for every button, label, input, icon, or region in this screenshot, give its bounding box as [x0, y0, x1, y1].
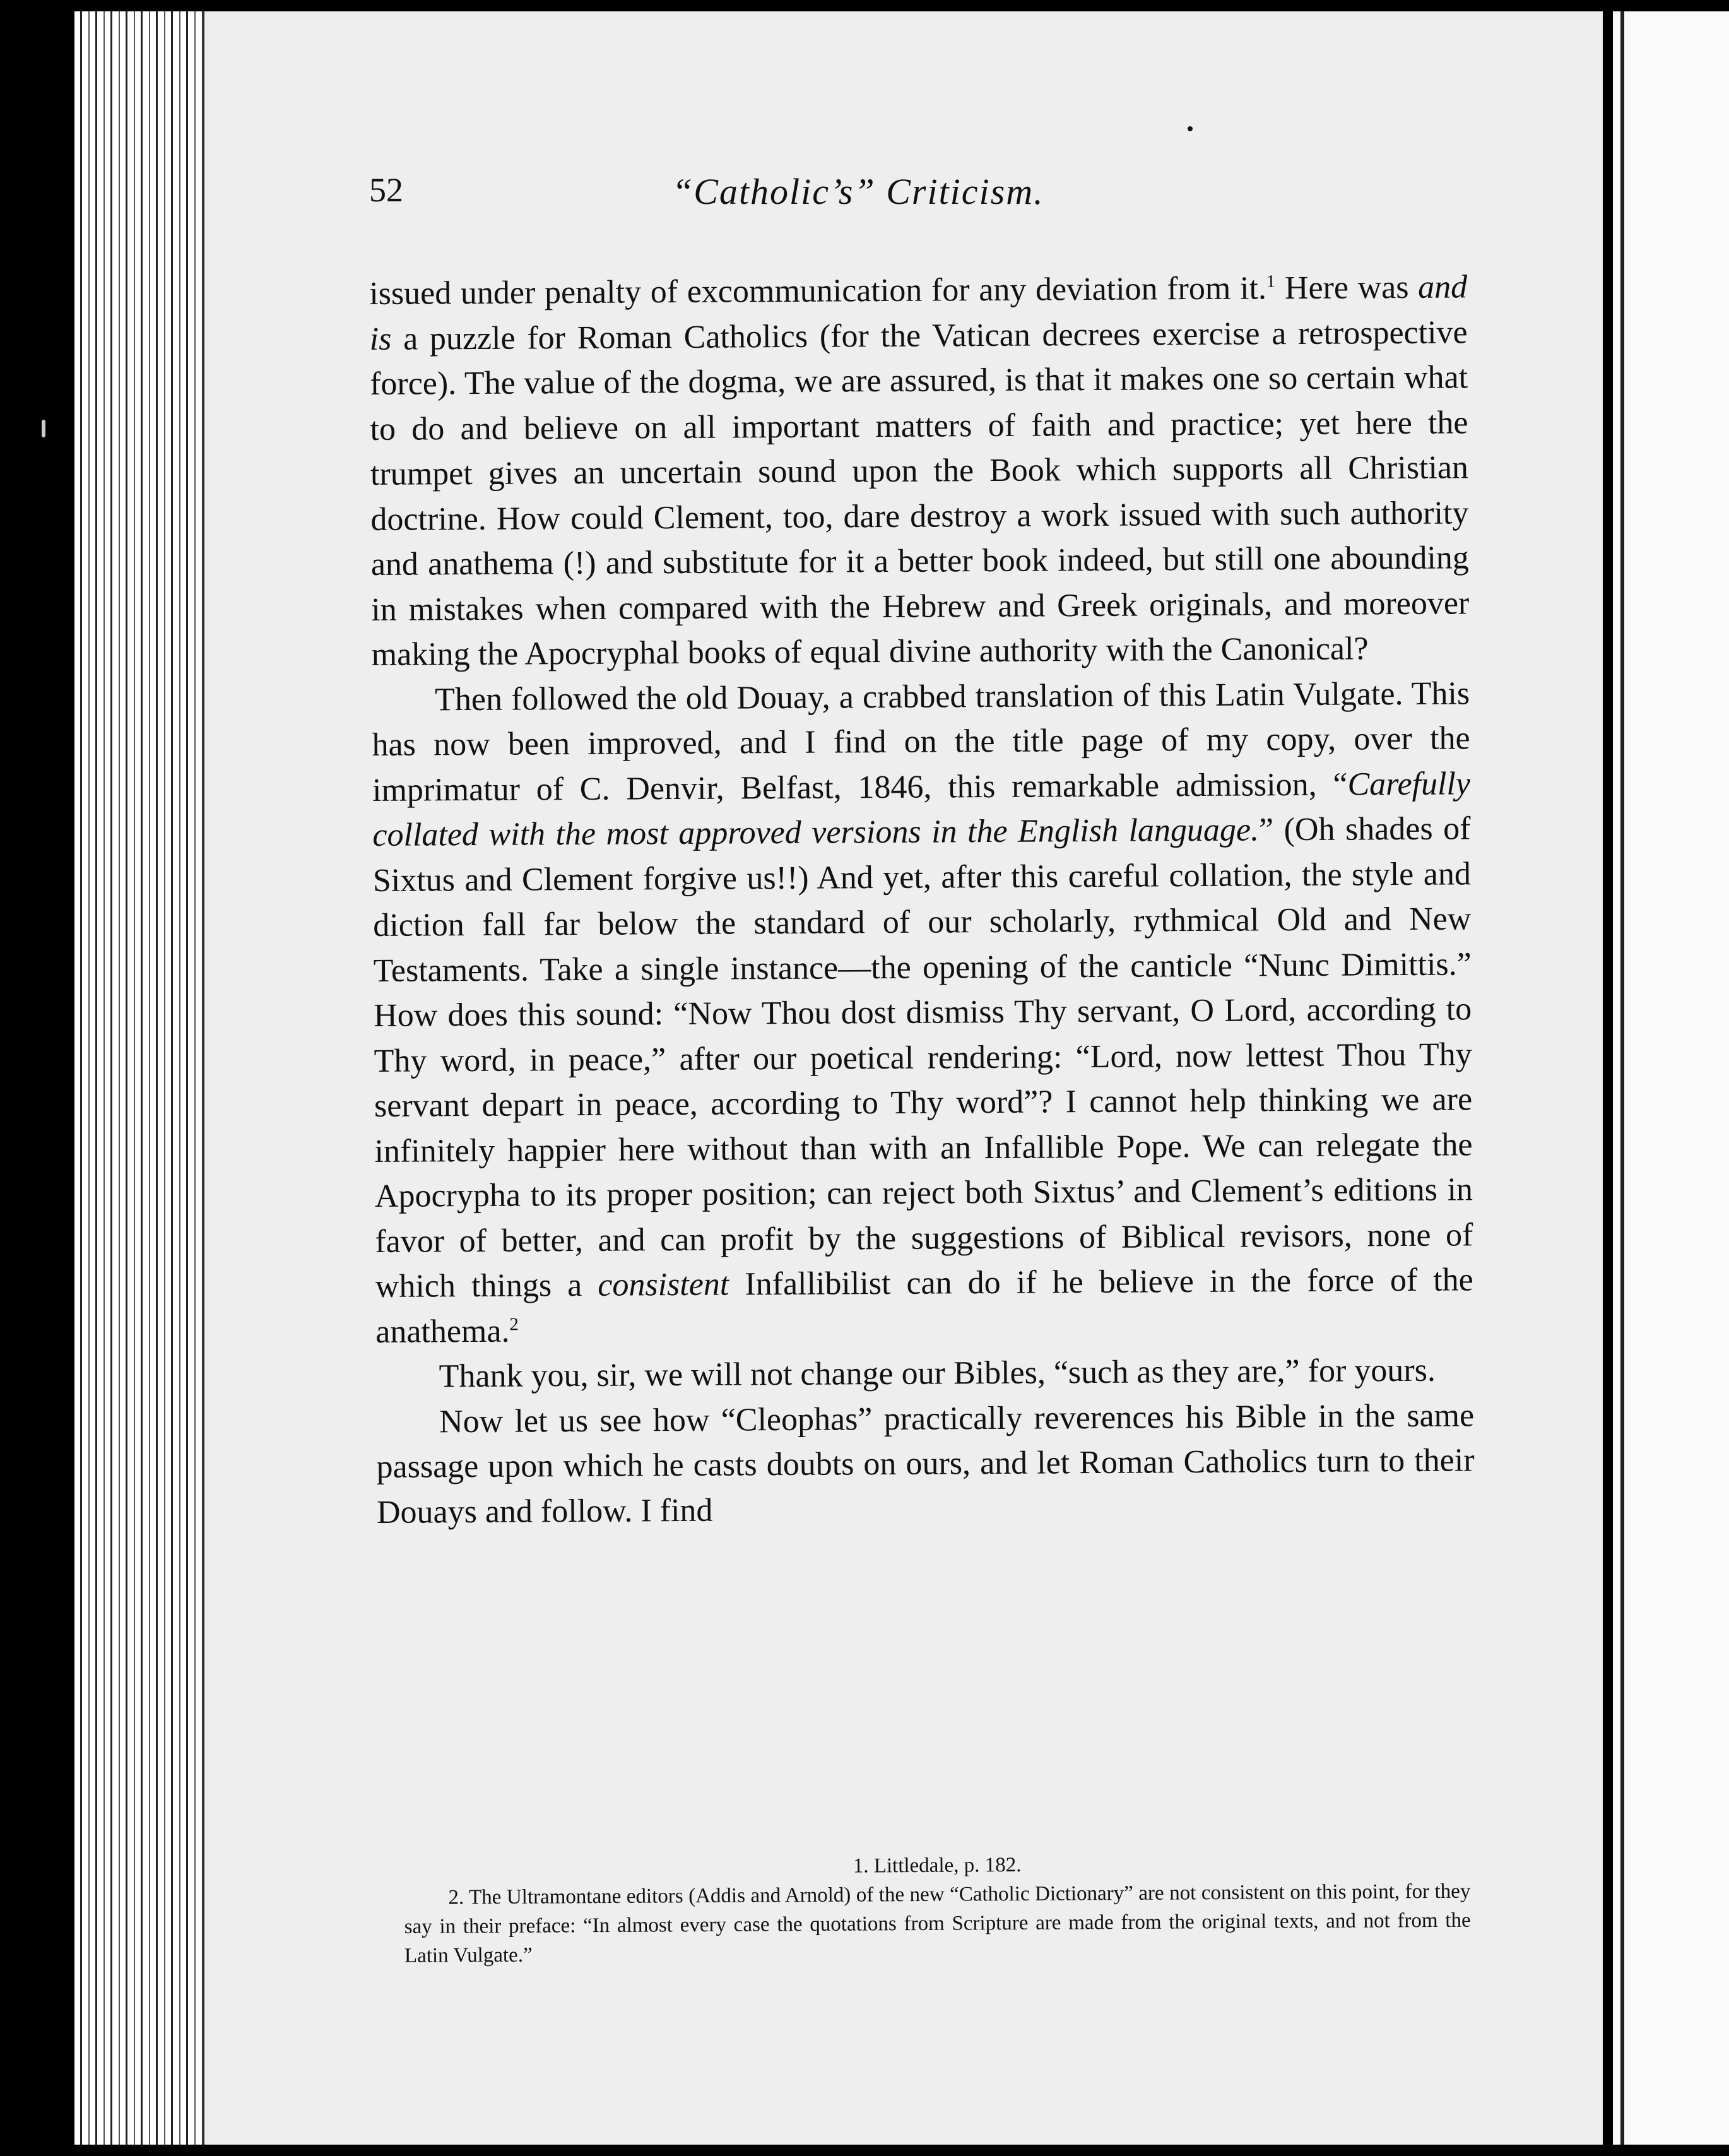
- text-run: a puzzle for Roman Catholics (for the Vatican decrees exercise a retrospective force). The value of the dogma, we are assured, is that it makes one so certain what to do and believe on all important matters of faith and practice; yet here the trumpet gives an uncertain sound upon the Book which supports all Christian doctrine. How could Clement, too, dare destroy a work issued with such authority and anathema (!) and substitute for it a better book indeed, but still one abounding in mistakes when compared with the Hebrew and Greek originals, and moreover making the Apocryphal books of equal divine authority with the Canonical?: [369, 314, 1470, 673]
- text-block: [369, 170, 1475, 1535]
- text-run: issued under penalty of excommunication for any deviation from it.: [369, 270, 1267, 312]
- footnote-ref: 1: [1266, 271, 1276, 292]
- italic-text: Carefully collated with the most approved versions in the English language.: [372, 765, 1471, 853]
- footnote: 2. The Ultramontane editors (Addis and Arnold) of the new “Catholic Dictionary” are not consistent on this point, for they say in their preface: “In almost every case the quotations from Scripture are made from the original texts, and not from the Latin Vulgate.”: [404, 1880, 1471, 1967]
- italic-text: consistent: [598, 1266, 729, 1303]
- paragraph: [375, 1348, 1473, 1399]
- footnotes: [404, 1848, 1471, 1970]
- page-header: [369, 170, 1467, 271]
- paragraph: [376, 1393, 1475, 1535]
- text-run: Infallibilist can do if he believe in the force of the anathema.: [375, 1262, 1473, 1350]
- running-head: “Catholic’s” Criticism.: [672, 171, 1044, 212]
- text-run: Then followed the old Douay, a crabbed translation of this Latin Vulgate. This has now been improved, and I find on the title page of my copy, over the imprimatur of C. Denvir, Belfast, 1846, this remarkable admission, “: [372, 675, 1470, 808]
- text-run: Here was: [1275, 269, 1419, 307]
- footnote: 1. Littledale, p. 182.: [853, 1854, 1022, 1878]
- text-run: ” (Oh shades of Sixtus and Clement forgive us!!) And yet, after this careful collation, the style and diction fall far below the standard of our scholarly, rythmical Old and New Testaments. Take a single instance—the opening of the canticle “Nunc Dimittis.” How does this sound: “Now Thou dost dismiss Thy servant, O Lord, according to Thy word, in peace,” after our poetical rendering: “Lord, now lettest Thou Thy servant depart in peace, according to Thy word”? I cannot help thinking we are infinitely happier here without than with an Infallible Pope. We can relegate the Apocrypha to its proper position; can reject both Sixtus’ and Clement’s editions in favor of better, and can profit by the suggestions of Biblical revisors, none of which things a: [372, 810, 1473, 1305]
- page-edges: [74, 11, 201, 2145]
- dust-mark: [1188, 126, 1193, 131]
- book-gutter: [1603, 11, 1613, 2145]
- dust-mark: [42, 420, 45, 437]
- footnote-ref: 2: [509, 1314, 519, 1334]
- paragraph: [369, 264, 1470, 677]
- text-run: Thank you, sir, we will not change our Bibles, “such as they are,” for yours.: [439, 1352, 1436, 1395]
- body-text: [369, 264, 1475, 1535]
- text-run: Now let us see how “Cleophas” practically reverences his Bible in the same passage upon which he casts doubts on ours, and let Roman Catholics turn to their Douays and follow. I find: [376, 1397, 1475, 1531]
- italic-text: and is: [369, 269, 1468, 357]
- facing-page: [1613, 11, 1729, 2145]
- paragraph: [372, 671, 1474, 1354]
- page-number: 52: [369, 171, 403, 209]
- facing-page-edge: [1620, 11, 1624, 2145]
